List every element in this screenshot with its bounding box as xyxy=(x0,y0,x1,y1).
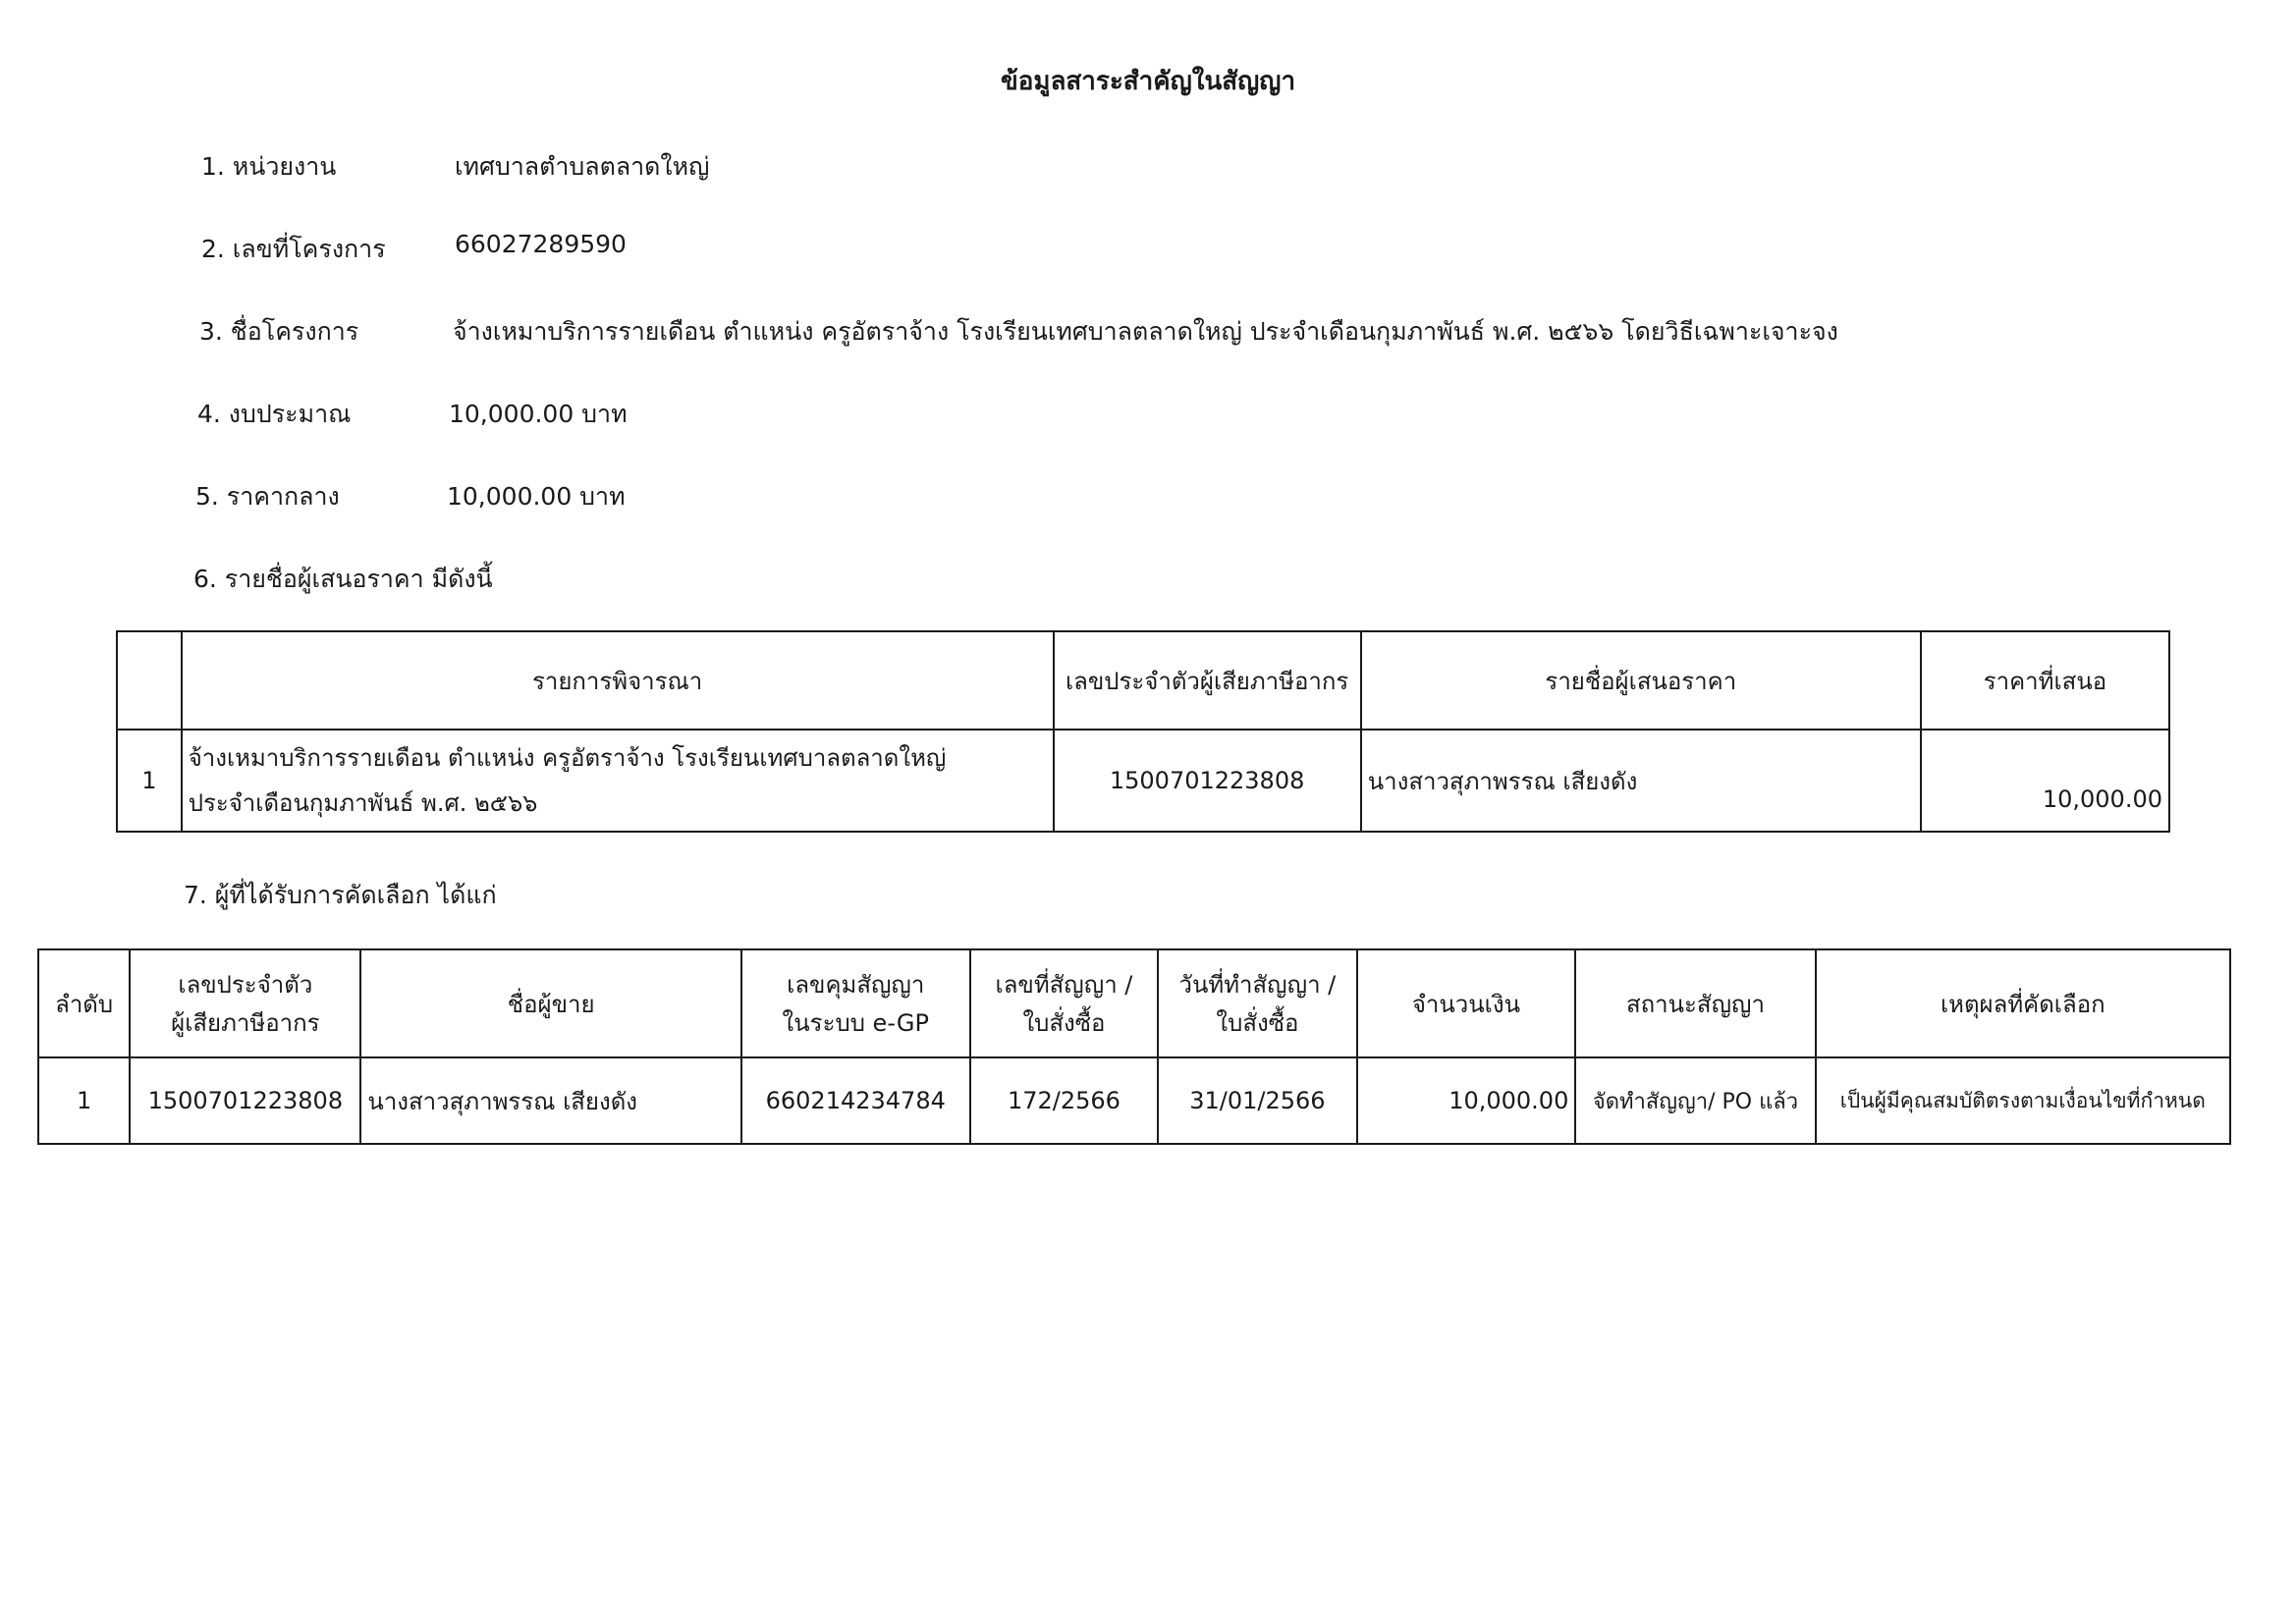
row-reason: เป็นผู้มีคุณสมบัติตรงตามเงื่อนไขที่กำหนด xyxy=(1816,1057,2230,1144)
row-item-line2: ประจำเดือนกุมภาพันธ์ พ.ศ. ๒๕๖๖ xyxy=(188,789,538,817)
info-value: 66027289590 xyxy=(455,230,627,258)
row-number: 1 xyxy=(38,1057,130,1144)
info-label: 1. หน่วยงาน xyxy=(201,152,337,181)
header-date xyxy=(1158,949,1356,1057)
table-header-row xyxy=(117,631,2169,730)
header-seller: ชื่อผู้ขาย xyxy=(360,949,740,1057)
row-seller: นางสาวสุภาพรรณ เสียงดัง xyxy=(360,1057,740,1144)
info-label: 3. ชื่อโครงการ xyxy=(199,317,359,346)
header-tax-id xyxy=(130,949,360,1057)
info-value: เทศบาลตำบลตลาดใหญ่ xyxy=(455,152,710,181)
header-item: รายการพิจารณา xyxy=(182,631,1054,730)
row-bidder: นางสาวสุภาพรรณ เสียงดัง xyxy=(1361,730,1921,832)
info-label: 2. เลขที่โครงการ xyxy=(201,235,386,263)
info-label: 5. ราคากลาง xyxy=(195,482,340,511)
info-value: 10,000.00 บาท xyxy=(447,482,626,511)
header-tax-id: เลขประจำตัวผู้เสียภาษีอากร xyxy=(1054,631,1361,730)
header-control-line1: เลขคุมสัญญา xyxy=(787,971,925,999)
info-label: 4. งบประมาณ xyxy=(197,400,352,428)
row-amount: 10,000.00 xyxy=(1357,1057,1576,1144)
info-budget xyxy=(197,395,2063,428)
row-control-no: 660214234784 xyxy=(741,1057,970,1144)
header-reason: เหตุผลที่คัดเลือก xyxy=(1816,949,2230,1057)
header-amount: จำนวนเงิน xyxy=(1357,949,1576,1057)
row-tax-id: 1500701223808 xyxy=(130,1057,360,1144)
header-empty xyxy=(117,631,182,730)
section7-heading: 7. ผู้ที่ได้รับการคัดเลือก ได้แก่ xyxy=(184,881,497,909)
header-contract-line1: เลขที่สัญญา / xyxy=(995,971,1133,999)
header-contract-no xyxy=(970,949,1159,1057)
info-project-number xyxy=(201,230,2067,263)
row-item-line1: จ้างเหมาบริการรายเดือน ตำแหน่ง ครูอัตราจ้าง โรงเรียนเทศบาลตลาดใหญ่ xyxy=(188,744,947,772)
header-status: สถานะสัญญา xyxy=(1575,949,1815,1057)
row-number: 1 xyxy=(117,730,182,832)
row-contract-no: 172/2566 xyxy=(970,1057,1159,1144)
header-no: ลำดับ xyxy=(38,949,130,1057)
header-bidder: รายชื่อผู้เสนอราคา xyxy=(1361,631,1921,730)
info-value: 10,000.00 บาท xyxy=(449,400,628,428)
header-control-line2: ในระบบ e-GP xyxy=(782,1009,929,1037)
header-contract-line2: ใบสั่งซื้อ xyxy=(1022,1009,1106,1037)
info-agency xyxy=(201,147,2067,181)
document-title: ข้อมูลสาระสำคัญในสัญญา xyxy=(1000,67,1296,96)
header-control-no xyxy=(741,949,970,1057)
row-price: 10,000.00 xyxy=(1921,730,2169,832)
header-date-line1: วันที่ทำสัญญา / xyxy=(1178,971,1337,999)
row-item xyxy=(182,730,1054,832)
table-row xyxy=(117,730,2169,832)
header-date-line2: ใบสั่งซื้อ xyxy=(1216,1009,1299,1037)
selected-table xyxy=(37,948,2231,1145)
row-tax-id: 1500701223808 xyxy=(1054,730,1361,832)
row-status: จัดทำสัญญา/ PO แล้ว xyxy=(1575,1057,1815,1144)
header-tax-id-line2: ผู้เสียภาษีอากร xyxy=(171,1009,320,1037)
bidders-table xyxy=(116,630,2170,833)
section6-heading: 6. รายชื่อผู้เสนอราคา มีดังนี้ xyxy=(193,565,493,593)
row-date: 31/01/2566 xyxy=(1158,1057,1356,1144)
table-header-row xyxy=(38,949,2230,1057)
info-reference-price xyxy=(195,477,2061,511)
info-project-name xyxy=(199,312,2065,346)
info-value: จ้างเหมาบริการรายเดือน ตำแหน่ง ครูอัตราจ้าง โรงเรียนเทศบาลตลาดใหญ่ ประจำเดือนกุมภาพันธ์ พ.ศ. ๒๕๖๖ โดยวิธีเฉพาะเจาะจง xyxy=(453,317,1838,346)
header-tax-id-line1: เลขประจำตัว xyxy=(178,971,313,999)
table-row xyxy=(38,1057,2230,1144)
header-price: ราคาที่เสนอ xyxy=(1921,631,2169,730)
